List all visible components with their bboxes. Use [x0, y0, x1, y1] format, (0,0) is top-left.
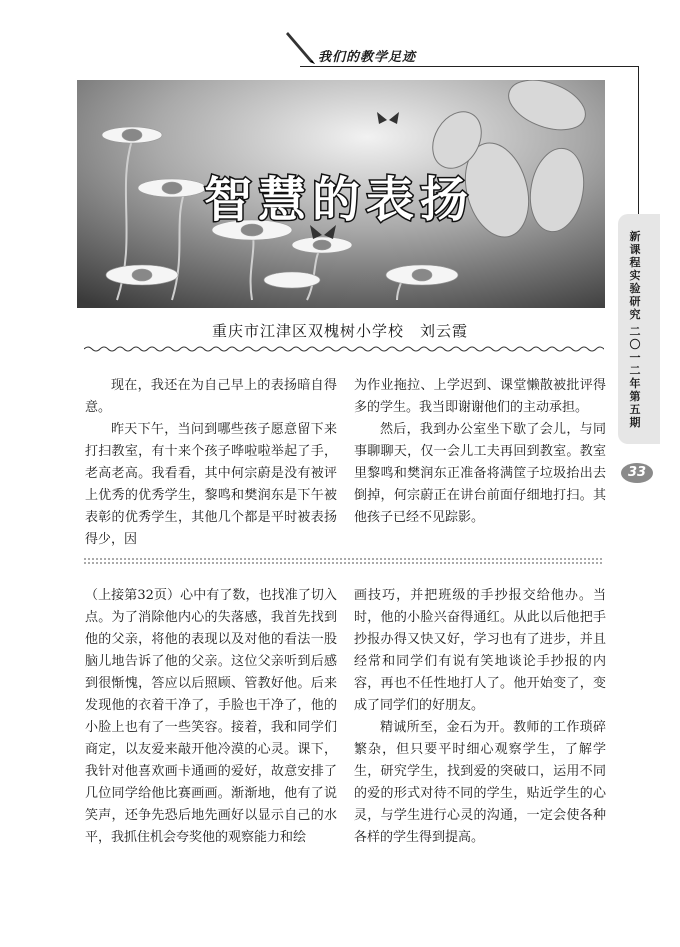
paragraph: 为作业拖拉、上学迟到、课堂懒散被批评得多的学生。我当即谢谢他们的主动承担。: [354, 378, 606, 415]
section-title: 我们的教学足迹: [318, 50, 417, 65]
article-column-2: [354, 375, 606, 529]
page-number: 33: [621, 463, 653, 483]
header-rule: [300, 66, 638, 67]
continued-column-2: [354, 585, 606, 849]
paragraph: 昨天下午，当问到哪些孩子愿意留下来打扫教室，有十来个孩子哗啦啦举起了手，老高老高。我看看，其中何宗蔚是没有被评上优秀的优秀学生，黎鸣和樊润东是下午被表彰的优秀学生，其他几个都是平时被表扬得少，因: [85, 422, 337, 547]
title-banner: [77, 80, 605, 308]
paragraph: 然后，我到办公室坐下歇了会儿，与同事聊聊天，仅一会儿工夫再回到教室。教室里黎鸣和樊润东正准备将满筐子垃圾抬出去倒掉，何宗蔚正在讲台前面仔细地打扫。其他孩子已经不见踪影。: [354, 422, 606, 525]
paragraph: （上接第32页）心中有了数，也找准了切入点。为了消除他内心的失落感，我首先找到他的父亲，将他的表现以及对他的看法一股脑儿地告诉了他的父亲。这位父亲听到后感到很惭愧，答应以后照顾、管教好他。后来发现他的衣着干净了，手脸也干净了，他的小脸上也有了一些笑容。接着，我和同学们商定，以友爱来敲开他冷漠的心灵。课下，我针对他喜欢画卡通画的爱好，故意安排了几位同学给他比赛画画。渐渐地，他有了说笑声，还争先恐后地先画好以显示自己的水平，我抓住机会夸奖他的观察能力和绘: [85, 588, 337, 845]
pen-icon: [284, 30, 320, 66]
paragraph: 现在，我还在为自己早上的表扬暗自得意。: [85, 378, 337, 415]
header-rule-vertical: [638, 66, 639, 216]
paragraph: 画技巧，并把班级的手抄报交给他办。当时，他的小脸兴奋得通红。从此以后他把手抄报办得又快又好，学习也有了进步，并且经常和同学们有说有笑地谈论手抄报的内容，再也不任性地打人了。他开始变了，变成了同学们的好朋友。: [354, 588, 606, 713]
wave-divider: [84, 345, 604, 353]
banner-title: 智慧的表扬: [203, 172, 475, 228]
wave-divider: [84, 557, 604, 565]
article-column-1: [85, 375, 337, 551]
continued-column-1: [85, 585, 337, 849]
author-byline: 重庆市江津区双槐树小学校 刘云霞: [211, 322, 468, 340]
paragraph: 精诚所至，金石为开。教师的工作琐碎繁杂，但只要平时细心观察学生，了解学生，研究学生，找到爱的突破口，运用不同的爱的形式对待不同的学生，贴近学生的心灵，与学生进行心灵的沟通，一定会使各种各样的学生得到提高。: [354, 720, 606, 845]
journal-issue: 二〇一二年第五期: [629, 325, 641, 429]
journal-name: 新课程实验研究: [629, 230, 641, 321]
